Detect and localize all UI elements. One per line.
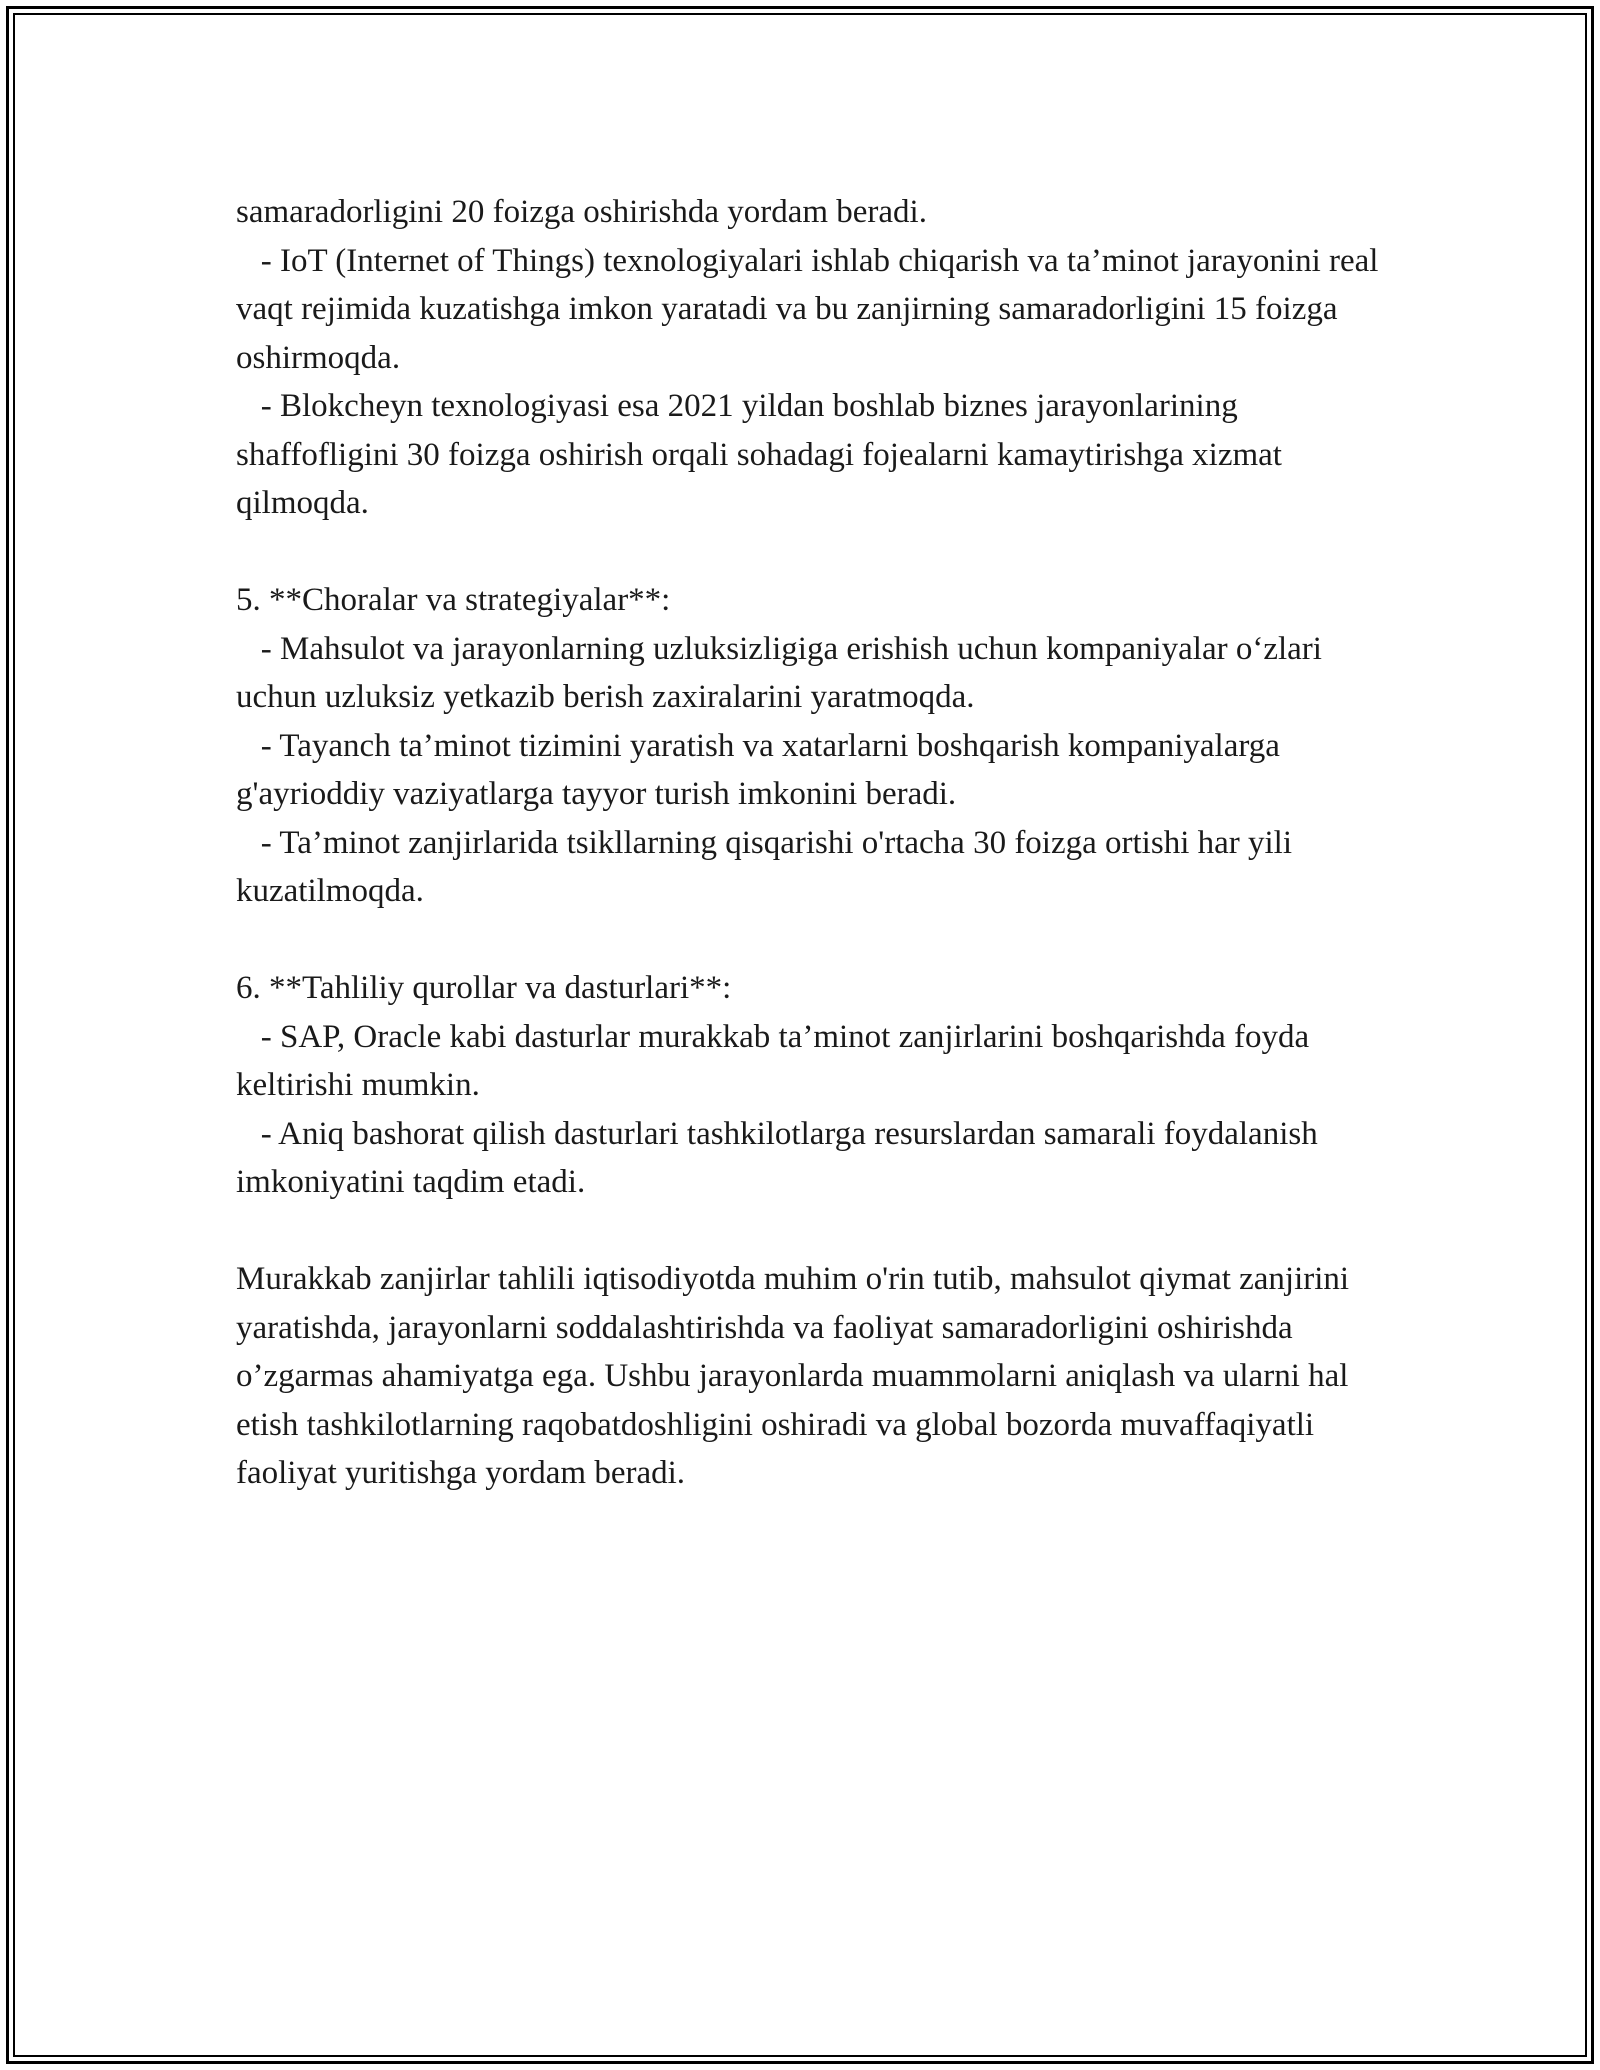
paragraph-spacer	[236, 528, 1386, 577]
paragraph-spacer	[236, 1207, 1386, 1256]
paragraph-measures-strategies: 5. **Choralar va strategiyalar**: - Mahsulot va jarayonlarning uzluksizligiga erishish uchun kompaniyalar o‘zlari uchun uzluksiz yetkazib berish zaxiralarini yaratmoqda. - Tayanch ta’minot tizimini yaratish va xatarlarni boshqarish kompaniyalarga g'ayrioddiy vaziyatlarga tayyor turish imkonini beradi. - Ta’minot zanjirlarida tsikllarning qisqarishi o'rtacha 30 foizga ortishi har yili kuzatilmoqda.	[236, 582, 1322, 909]
paragraph-conclusion: Murakkab zanjirlar tahlili iqtisodiyotda muhim o'rin tutib, mahsulot qiymat zanjirini yaratishda, jarayonlarni soddalashtirishda va faoliyat samaradorligini oshirishda o’zgarmas ahamiyatga ega. Ushbu jarayonlarda muammolarni aniqlash va ularni hal etish tashkilotlarning raqobatdoshligini oshiradi va global bozorda muvaffaqiyatli faoliyat yuritishga yordam beradi.	[236, 1261, 1358, 1491]
paragraph-analytical-tools: 6. **Tahliliy qurollar va dasturlari**: - SAP, Oracle kabi dasturlar murakkab ta’minot zanjirlarini boshqarishda foyda keltirishi mumkin. - Aniq bashorat qilish dasturlari tashkilotlarga resurslardan samarali foydalanish imkoniyatini taqdim etadi.	[236, 970, 1318, 1200]
paragraph-technology-impact: samaradorligini 20 foizga oshirishda yordam beradi. - IoT (Internet of Things) texnologiyalari ishlab chiqarish va ta’minot jarayonini real vaqt rejimida kuzatishga imkon yaratadi va bu zanjirning samaradorligini 15 foizga oshirmoqda. - Blokcheyn texnologiyasi esa 2021 yildan boshlab biznes jarayonlarining shaffofligini 30 foizga oshirish orqali sohadagi fojealarni kamaytirishga xizmat qilmoqda.	[236, 194, 1379, 521]
document-body	[236, 188, 1386, 1498]
paragraph-spacer	[236, 916, 1386, 965]
